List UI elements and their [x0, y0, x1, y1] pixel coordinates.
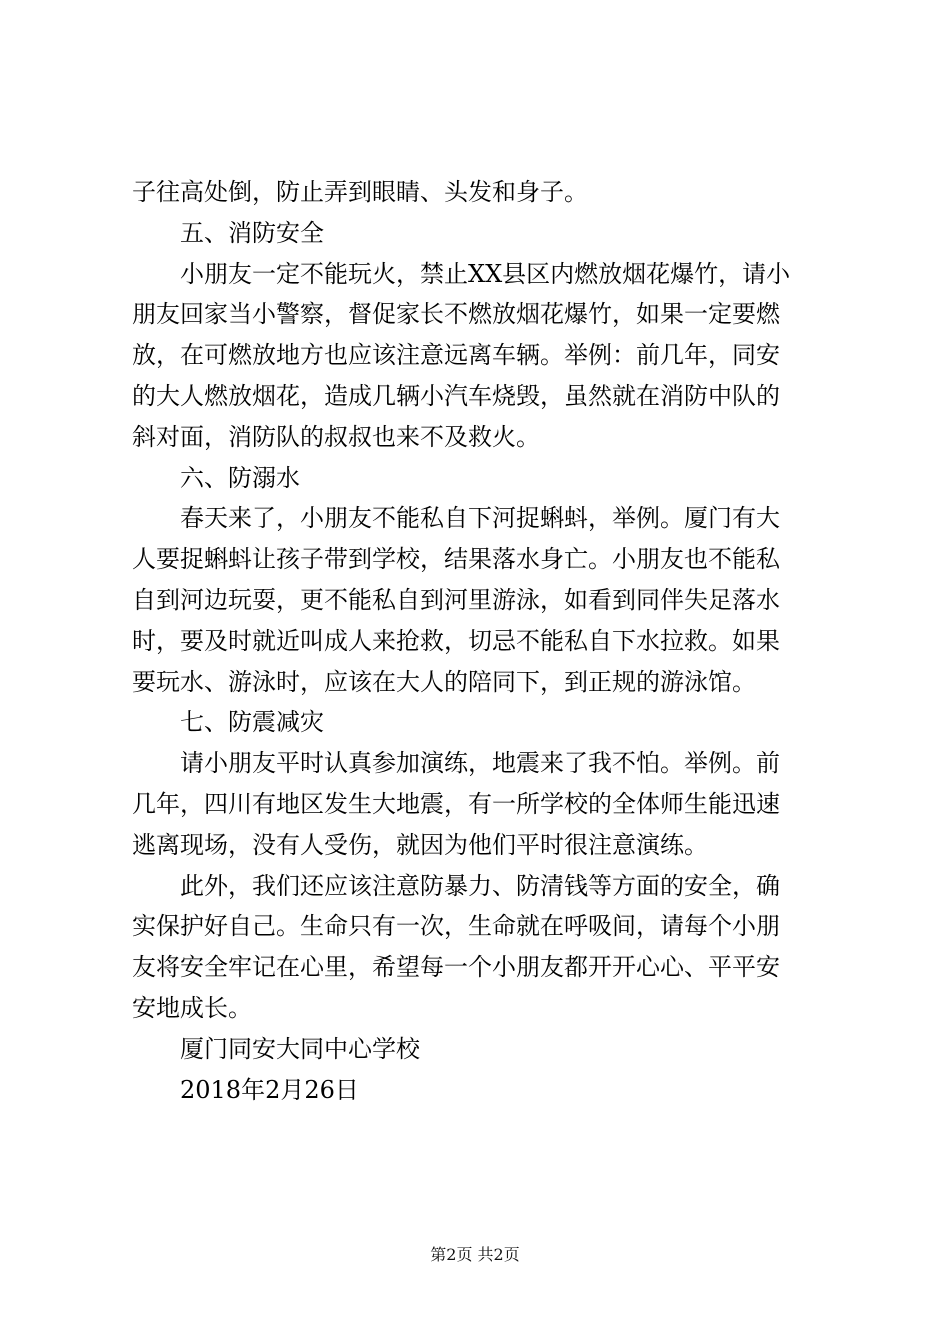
text-line: 春天来了，小朋友不能私自下河捉蝌蚪，举例。厦门有大 — [180, 504, 780, 533]
text-line: 请小朋友平时认真参加演练，地震来了我不怕。举例。前 — [180, 749, 780, 778]
text-line: 2018年2月26日 — [180, 1075, 359, 1104]
text-line: 此外，我们还应该注意防暴力、防清钱等方面的安全，确 — [180, 871, 780, 900]
text-line: 五、消防安全 — [180, 218, 324, 247]
text-line: 实保护好自己。生命只有一次，生命就在呼吸间，请每个小朋 — [132, 912, 780, 941]
text-line: 朋友回家当小警察，督促家长不燃放烟花爆竹，如果一定要燃 — [132, 300, 780, 329]
text-line: 小朋友一定不能玩火，禁止XX县区内燃放烟花爆竹，请小 — [180, 259, 791, 288]
text-line: 自到河边玩耍，更不能私自到河里游泳，如看到同伴失足落水 — [132, 585, 780, 614]
text-line: 友将安全牢记在心里，希望每一个小朋友都开开心心、平平安 — [132, 953, 780, 982]
text-line: 时，要及时就近叫成人来抢救，切忌不能私自下水拉救。如果 — [132, 626, 780, 655]
text-line: 人要捉蝌蚪让孩子带到学校，结果落水身亡。小朋友也不能私 — [132, 545, 780, 574]
page-footer: 第2页 共2页 — [430, 1245, 520, 1264]
document-body — [132, 172, 832, 1110]
text-line: 斜对面，消防队的叔叔也来不及救火。 — [132, 422, 540, 451]
text-line: 几年，四川有地区发生大地震，有一所学校的全体师生能迅速 — [132, 789, 780, 818]
text-line: 六、防溺水 — [180, 463, 300, 492]
text-line: 安地成长。 — [132, 993, 252, 1022]
text-line: 子往高处倒，防止弄到眼睛、头发和身子。 — [132, 178, 588, 206]
text-line: 七、防震减灾 — [180, 708, 324, 737]
text-line: 的大人燃放烟花，造成几辆小汽车烧毁，虽然就在消防中队的 — [132, 381, 780, 410]
text-line: 厦门同安大同中心学校 — [180, 1034, 420, 1063]
text-line: 放，在可燃放地方也应该注意远离车辆。举例：前几年，同安 — [132, 341, 780, 370]
text-line: 要玩水、游泳时，应该在大人的陪同下，到正规的游泳馆。 — [132, 667, 756, 696]
text-line: 逃离现场，没有人受伤，就因为他们平时很注意演练。 — [132, 830, 708, 859]
